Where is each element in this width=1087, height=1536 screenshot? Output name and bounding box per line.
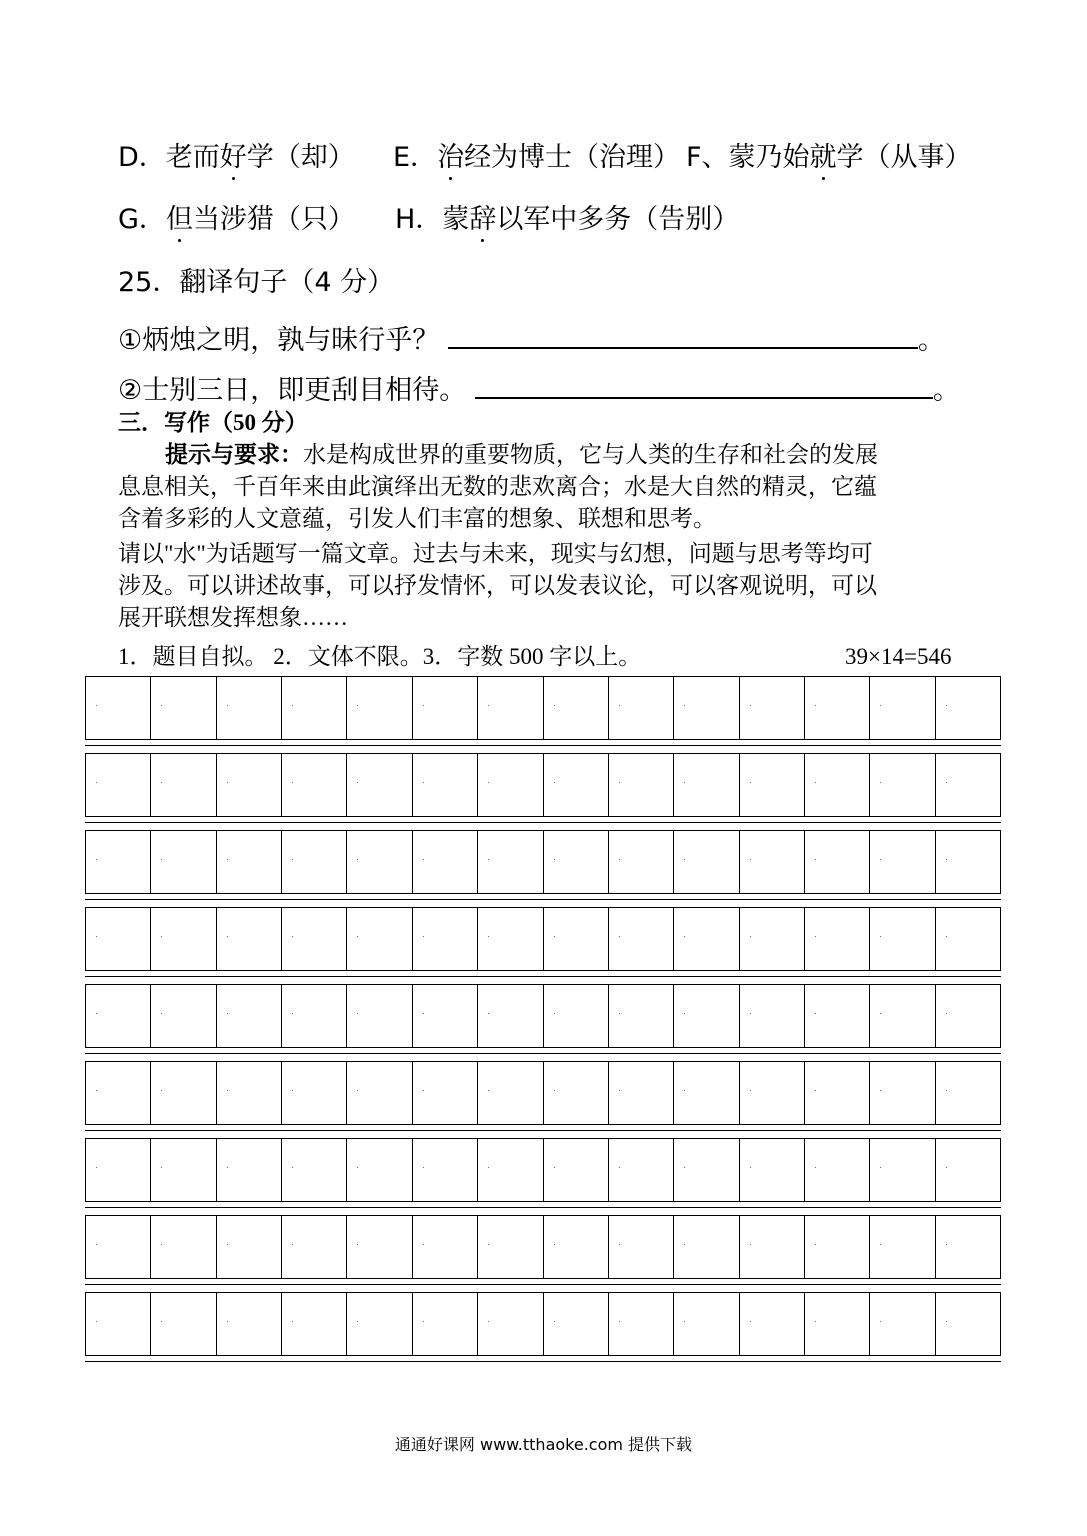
prompt-line-4: 请以"水"为话题写一篇文章。过去与未来，现实与幻想，问题与思考等均可 xyxy=(118,541,873,566)
grid-cell[interactable] xyxy=(936,754,1000,816)
prompt-line-1: 提示与要求：水是构成世界的重要物质，它与人类的生存和社会的发展 xyxy=(165,442,878,467)
grid-cell[interactable] xyxy=(282,985,347,1047)
grid-cell[interactable] xyxy=(674,985,739,1047)
row-separator xyxy=(85,1048,1001,1061)
dotted-char: 就 xyxy=(809,142,837,173)
grid-cell[interactable] xyxy=(478,754,543,816)
grid-cell[interactable] xyxy=(217,985,282,1047)
option-e: E．治经为博士（治理） xyxy=(393,142,681,173)
grid-cell[interactable] xyxy=(282,1293,347,1355)
dotted-char: 好 xyxy=(219,142,247,173)
grid-cell[interactable] xyxy=(870,754,935,816)
section-3-title: 三．写作（50 分） xyxy=(118,410,308,435)
grid-cell[interactable] xyxy=(151,1216,216,1278)
footer: 通通好课网 www.tthaoke.com 提供下载 xyxy=(394,1435,693,1454)
grid-cell[interactable] xyxy=(870,831,935,893)
grid-cell[interactable] xyxy=(936,1139,1000,1201)
grid-cell[interactable] xyxy=(282,1062,347,1124)
grid-row xyxy=(85,1061,1001,1125)
grid-cell[interactable] xyxy=(870,908,935,970)
grid-cell[interactable] xyxy=(217,1139,282,1201)
row-separator xyxy=(85,740,1001,753)
prompt-line-6: 展开联想发挥想象…… xyxy=(118,605,348,630)
dotted-char: 辞 xyxy=(469,204,497,235)
grid-cell[interactable] xyxy=(347,1216,412,1278)
grid-cell[interactable] xyxy=(936,1216,1000,1278)
grid-count: 39×14=546 xyxy=(845,644,952,669)
grid-cell[interactable] xyxy=(740,908,805,970)
grid-cell[interactable] xyxy=(740,1216,805,1278)
grid-cell[interactable] xyxy=(870,1139,935,1201)
prompt-line-3: 含着多彩的人文意蕴，引发人们丰富的想象、联想和思考。 xyxy=(118,506,716,531)
grid-cell[interactable] xyxy=(609,677,674,739)
grid-cell[interactable] xyxy=(609,1139,674,1201)
option-g: G．但当涉猎（只） xyxy=(118,204,355,235)
grid-cell[interactable] xyxy=(805,831,870,893)
grid-cell[interactable] xyxy=(413,754,478,816)
grid-cell[interactable] xyxy=(740,1062,805,1124)
grid-cell[interactable] xyxy=(86,1139,151,1201)
row-separator xyxy=(85,1202,1001,1215)
grid-cell[interactable] xyxy=(478,1062,543,1124)
question-25-title: 25．翻译句子（4 分） xyxy=(118,267,395,298)
grid-cell[interactable] xyxy=(151,1293,216,1355)
grid-cell[interactable] xyxy=(347,1062,412,1124)
grid-cell[interactable] xyxy=(282,831,347,893)
grid-cell[interactable] xyxy=(805,754,870,816)
grid-cell[interactable] xyxy=(544,754,609,816)
grid-cell[interactable] xyxy=(347,1293,412,1355)
option-f: F、蒙乃始就学（从事） xyxy=(686,142,972,173)
grid-cell[interactable] xyxy=(86,677,151,739)
dotted-char: 治 xyxy=(437,142,465,173)
grid-cell[interactable] xyxy=(870,1293,935,1355)
row-separator xyxy=(85,1356,1001,1369)
grid-cell[interactable] xyxy=(870,1062,935,1124)
grid-cell[interactable] xyxy=(413,1062,478,1124)
grid-cell[interactable] xyxy=(282,1216,347,1278)
grid-cell[interactable] xyxy=(478,908,543,970)
grid-cell[interactable] xyxy=(674,1293,739,1355)
grid-cell[interactable] xyxy=(936,831,1000,893)
grid-cell[interactable] xyxy=(609,1062,674,1124)
grid-cell[interactable] xyxy=(282,1139,347,1201)
grid-cell[interactable] xyxy=(674,1139,739,1201)
grid-cell[interactable] xyxy=(478,1216,543,1278)
grid-cell[interactable] xyxy=(217,754,282,816)
grid-cell[interactable] xyxy=(740,985,805,1047)
grid-cell[interactable] xyxy=(347,754,412,816)
grid-cell[interactable] xyxy=(674,831,739,893)
grid-cell[interactable] xyxy=(805,1062,870,1124)
grid-cell[interactable] xyxy=(544,677,609,739)
grid-cell[interactable] xyxy=(413,1139,478,1201)
grid-cell[interactable] xyxy=(609,908,674,970)
row-separator xyxy=(85,1279,1001,1292)
grid-cell[interactable] xyxy=(282,754,347,816)
grid-cell[interactable] xyxy=(151,908,216,970)
grid-cell[interactable] xyxy=(86,908,151,970)
grid-cell[interactable] xyxy=(282,677,347,739)
grid-row xyxy=(85,1138,1001,1202)
grid-cell[interactable] xyxy=(86,1062,151,1124)
option-d: D．老而好学（却） xyxy=(118,142,355,173)
grid-row xyxy=(85,907,1001,971)
grid-row xyxy=(85,676,1001,740)
grid-cell[interactable] xyxy=(544,1062,609,1124)
grid-cell[interactable] xyxy=(544,831,609,893)
grid-cell[interactable] xyxy=(217,1216,282,1278)
grid-cell[interactable] xyxy=(544,908,609,970)
grid-row xyxy=(85,753,1001,817)
grid-cell[interactable] xyxy=(151,754,216,816)
grid-cell[interactable] xyxy=(478,677,543,739)
grid-cell[interactable] xyxy=(282,908,347,970)
grid-cell[interactable] xyxy=(544,1216,609,1278)
grid-cell[interactable] xyxy=(478,1293,543,1355)
translate-sentence-2: ②士别三日，即更刮目相待。 。 xyxy=(118,367,960,408)
option-h: H．蒙辞以军中多务（告别） xyxy=(395,204,740,235)
grid-cell[interactable] xyxy=(413,1216,478,1278)
grid-cell[interactable] xyxy=(413,831,478,893)
grid-cell[interactable] xyxy=(86,1216,151,1278)
grid-cell[interactable] xyxy=(544,1139,609,1201)
grid-cell[interactable] xyxy=(936,677,1000,739)
grid-cell[interactable] xyxy=(936,985,1000,1047)
grid-cell[interactable] xyxy=(413,985,478,1047)
row-separator xyxy=(85,894,1001,907)
grid-cell[interactable] xyxy=(674,1062,739,1124)
grid-cell[interactable] xyxy=(609,1293,674,1355)
grid-row xyxy=(85,984,1001,1048)
dotted-char: 但 xyxy=(165,204,193,235)
grid-cell[interactable] xyxy=(151,1139,216,1201)
grid-cell[interactable] xyxy=(478,1139,543,1201)
grid-cell[interactable] xyxy=(151,1062,216,1124)
grid-cell[interactable] xyxy=(217,1293,282,1355)
grid-cell[interactable] xyxy=(740,831,805,893)
grid-cell[interactable] xyxy=(740,1139,805,1201)
grid-cell[interactable] xyxy=(86,754,151,816)
grid-cell[interactable] xyxy=(936,1062,1000,1124)
grid-cell[interactable] xyxy=(544,1293,609,1355)
grid-cell[interactable] xyxy=(413,1293,478,1355)
grid-cell[interactable] xyxy=(936,1293,1000,1355)
grid-cell[interactable] xyxy=(674,908,739,970)
row-separator xyxy=(85,1125,1001,1138)
row-separator xyxy=(85,971,1001,984)
grid-cell[interactable] xyxy=(674,677,739,739)
grid-cell[interactable] xyxy=(217,831,282,893)
writing-grid[interactable] xyxy=(85,676,1001,1369)
answer-blank-2[interactable] xyxy=(475,367,933,399)
grid-row xyxy=(85,1292,1001,1356)
prompt-line-2: 息息相关，千百年来由此演绎出无数的悲欢离合；水是大自然的精灵，它蕴 xyxy=(118,474,877,499)
grid-cell[interactable] xyxy=(740,754,805,816)
grid-cell[interactable] xyxy=(217,677,282,739)
grid-cell[interactable] xyxy=(347,677,412,739)
grid-cell[interactable] xyxy=(805,1139,870,1201)
grid-cell[interactable] xyxy=(740,677,805,739)
grid-cell[interactable] xyxy=(151,985,216,1047)
grid-cell[interactable] xyxy=(347,1139,412,1201)
grid-cell[interactable] xyxy=(805,985,870,1047)
grid-cell[interactable] xyxy=(86,831,151,893)
grid-cell[interactable] xyxy=(347,908,412,970)
prompt-line-5: 涉及。可以讲述故事，可以抒发情怀，可以发表议论，可以客观说明，可以 xyxy=(118,573,877,598)
grid-cell[interactable] xyxy=(217,908,282,970)
grid-cell[interactable] xyxy=(151,831,216,893)
grid-cell[interactable] xyxy=(740,1293,805,1355)
grid-cell[interactable] xyxy=(347,985,412,1047)
grid-cell[interactable] xyxy=(413,908,478,970)
grid-cell[interactable] xyxy=(478,985,543,1047)
grid-cell[interactable] xyxy=(609,1216,674,1278)
grid-cell[interactable] xyxy=(609,831,674,893)
answer-blank-1[interactable] xyxy=(448,317,918,349)
grid-cell[interactable] xyxy=(870,677,935,739)
grid-cell[interactable] xyxy=(936,908,1000,970)
grid-cell[interactable] xyxy=(86,1293,151,1355)
grid-cell[interactable] xyxy=(674,1216,739,1278)
grid-cell[interactable] xyxy=(805,1293,870,1355)
grid-cell[interactable] xyxy=(674,754,739,816)
grid-cell[interactable] xyxy=(805,1216,870,1278)
grid-cell[interactable] xyxy=(413,677,478,739)
row-separator xyxy=(85,817,1001,830)
translate-sentence-1: ①炳烛之明，孰与昧行乎？ 。 xyxy=(118,317,945,358)
grid-cell[interactable] xyxy=(544,985,609,1047)
grid-cell[interactable] xyxy=(151,677,216,739)
grid-cell[interactable] xyxy=(870,1216,935,1278)
grid-cell[interactable] xyxy=(217,1062,282,1124)
grid-row xyxy=(85,1215,1001,1279)
writing-requirements: 1．题目自拟。 2．文体不限。3．字数 500 字以上。 xyxy=(118,644,642,669)
grid-cell[interactable] xyxy=(347,831,412,893)
grid-cell[interactable] xyxy=(86,985,151,1047)
grid-cell[interactable] xyxy=(870,985,935,1047)
grid-cell[interactable] xyxy=(609,985,674,1047)
grid-cell[interactable] xyxy=(805,908,870,970)
grid-row xyxy=(85,830,1001,894)
grid-cell[interactable] xyxy=(478,831,543,893)
grid-cell[interactable] xyxy=(805,677,870,739)
grid-cell[interactable] xyxy=(609,754,674,816)
